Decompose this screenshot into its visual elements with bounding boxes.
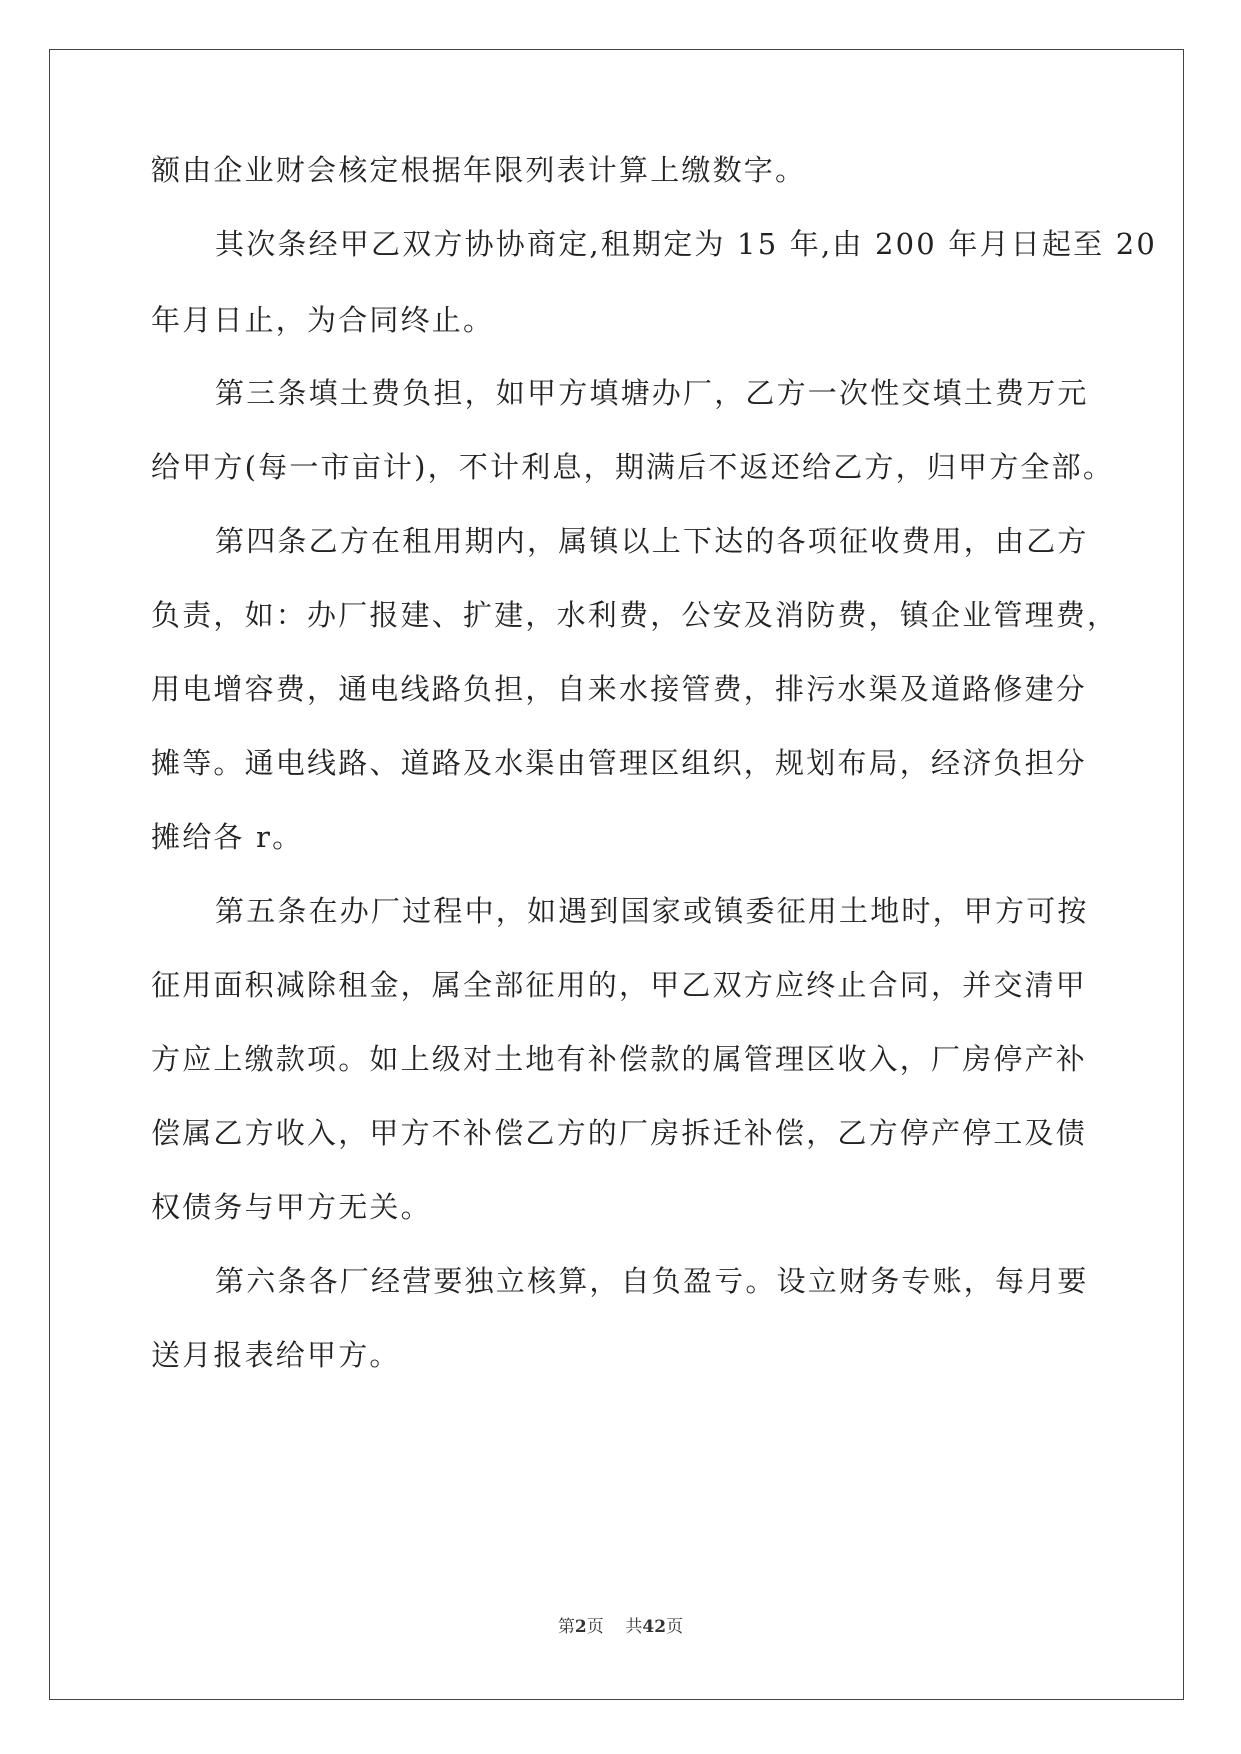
footer-total-pages: 42: [642, 1617, 667, 1637]
page-footer: [0, 1612, 1241, 1637]
text-line: 送月报表给甲方。: [151, 1338, 401, 1372]
text-line: 其次条经甲乙双方协协商定,租期定为 15 年,由 200 年月日起至 20: [215, 227, 1158, 261]
text-line: 年月日止，为合同终止。: [151, 303, 495, 337]
text-line: 给甲方(每一市亩计)，不计利息，期满后不返还给乙方，归甲方全部。: [151, 450, 1115, 484]
text-line: 摊等。通电线路、道路及水渠由管理区组织，规划布局，经济负担分: [151, 746, 1088, 780]
text-line: 权债务与甲方无关。: [151, 1190, 432, 1224]
page-border: [49, 49, 1184, 1700]
text-line: 第六条各厂经营要独立核算，自负盈亏。设立财务专账，每月要: [215, 1264, 1089, 1298]
text-line: 偿属乙方收入，甲方不补偿乙方的厂房拆迁补偿，乙方停产停工及债: [151, 1116, 1088, 1150]
text-line: 第三条填土费负担，如甲方填塘办厂，乙方一次性交填土费万元: [215, 376, 1089, 410]
footer-page-number: 2: [574, 1617, 587, 1637]
text-line: 方应上缴款项。如上级对土地有补偿款的属管理区收入，厂房停产补: [151, 1042, 1088, 1076]
text-line: 用电增容费，通电线路负担，自来水接管费，排污水渠及道路修建分: [151, 672, 1088, 706]
text-line: 额由企业财会核定根据年限列表计算上缴数字。: [151, 153, 807, 187]
footer-prefix: 第: [557, 1617, 575, 1637]
text-line: 征用面积减除租金，属全部征用的，甲乙双方应终止合同，并交清甲: [151, 968, 1088, 1002]
text-line: 第四条乙方在租用期内，属镇以上下达的各项征收费用，由乙方: [215, 524, 1089, 558]
text-line: 负责，如：办厂报建、扩建，水利费，公安及消防费，镇企业管理费，: [151, 598, 1119, 632]
footer-total-suffix: 页: [666, 1617, 684, 1637]
footer-page-suffix: 页: [586, 1617, 604, 1637]
text-line: 第五条在办厂过程中，如遇到国家或镇委征用土地时，甲方可按: [215, 894, 1089, 928]
footer-total-prefix: 共: [625, 1617, 643, 1637]
text-line: 摊给各 r。: [151, 820, 304, 854]
